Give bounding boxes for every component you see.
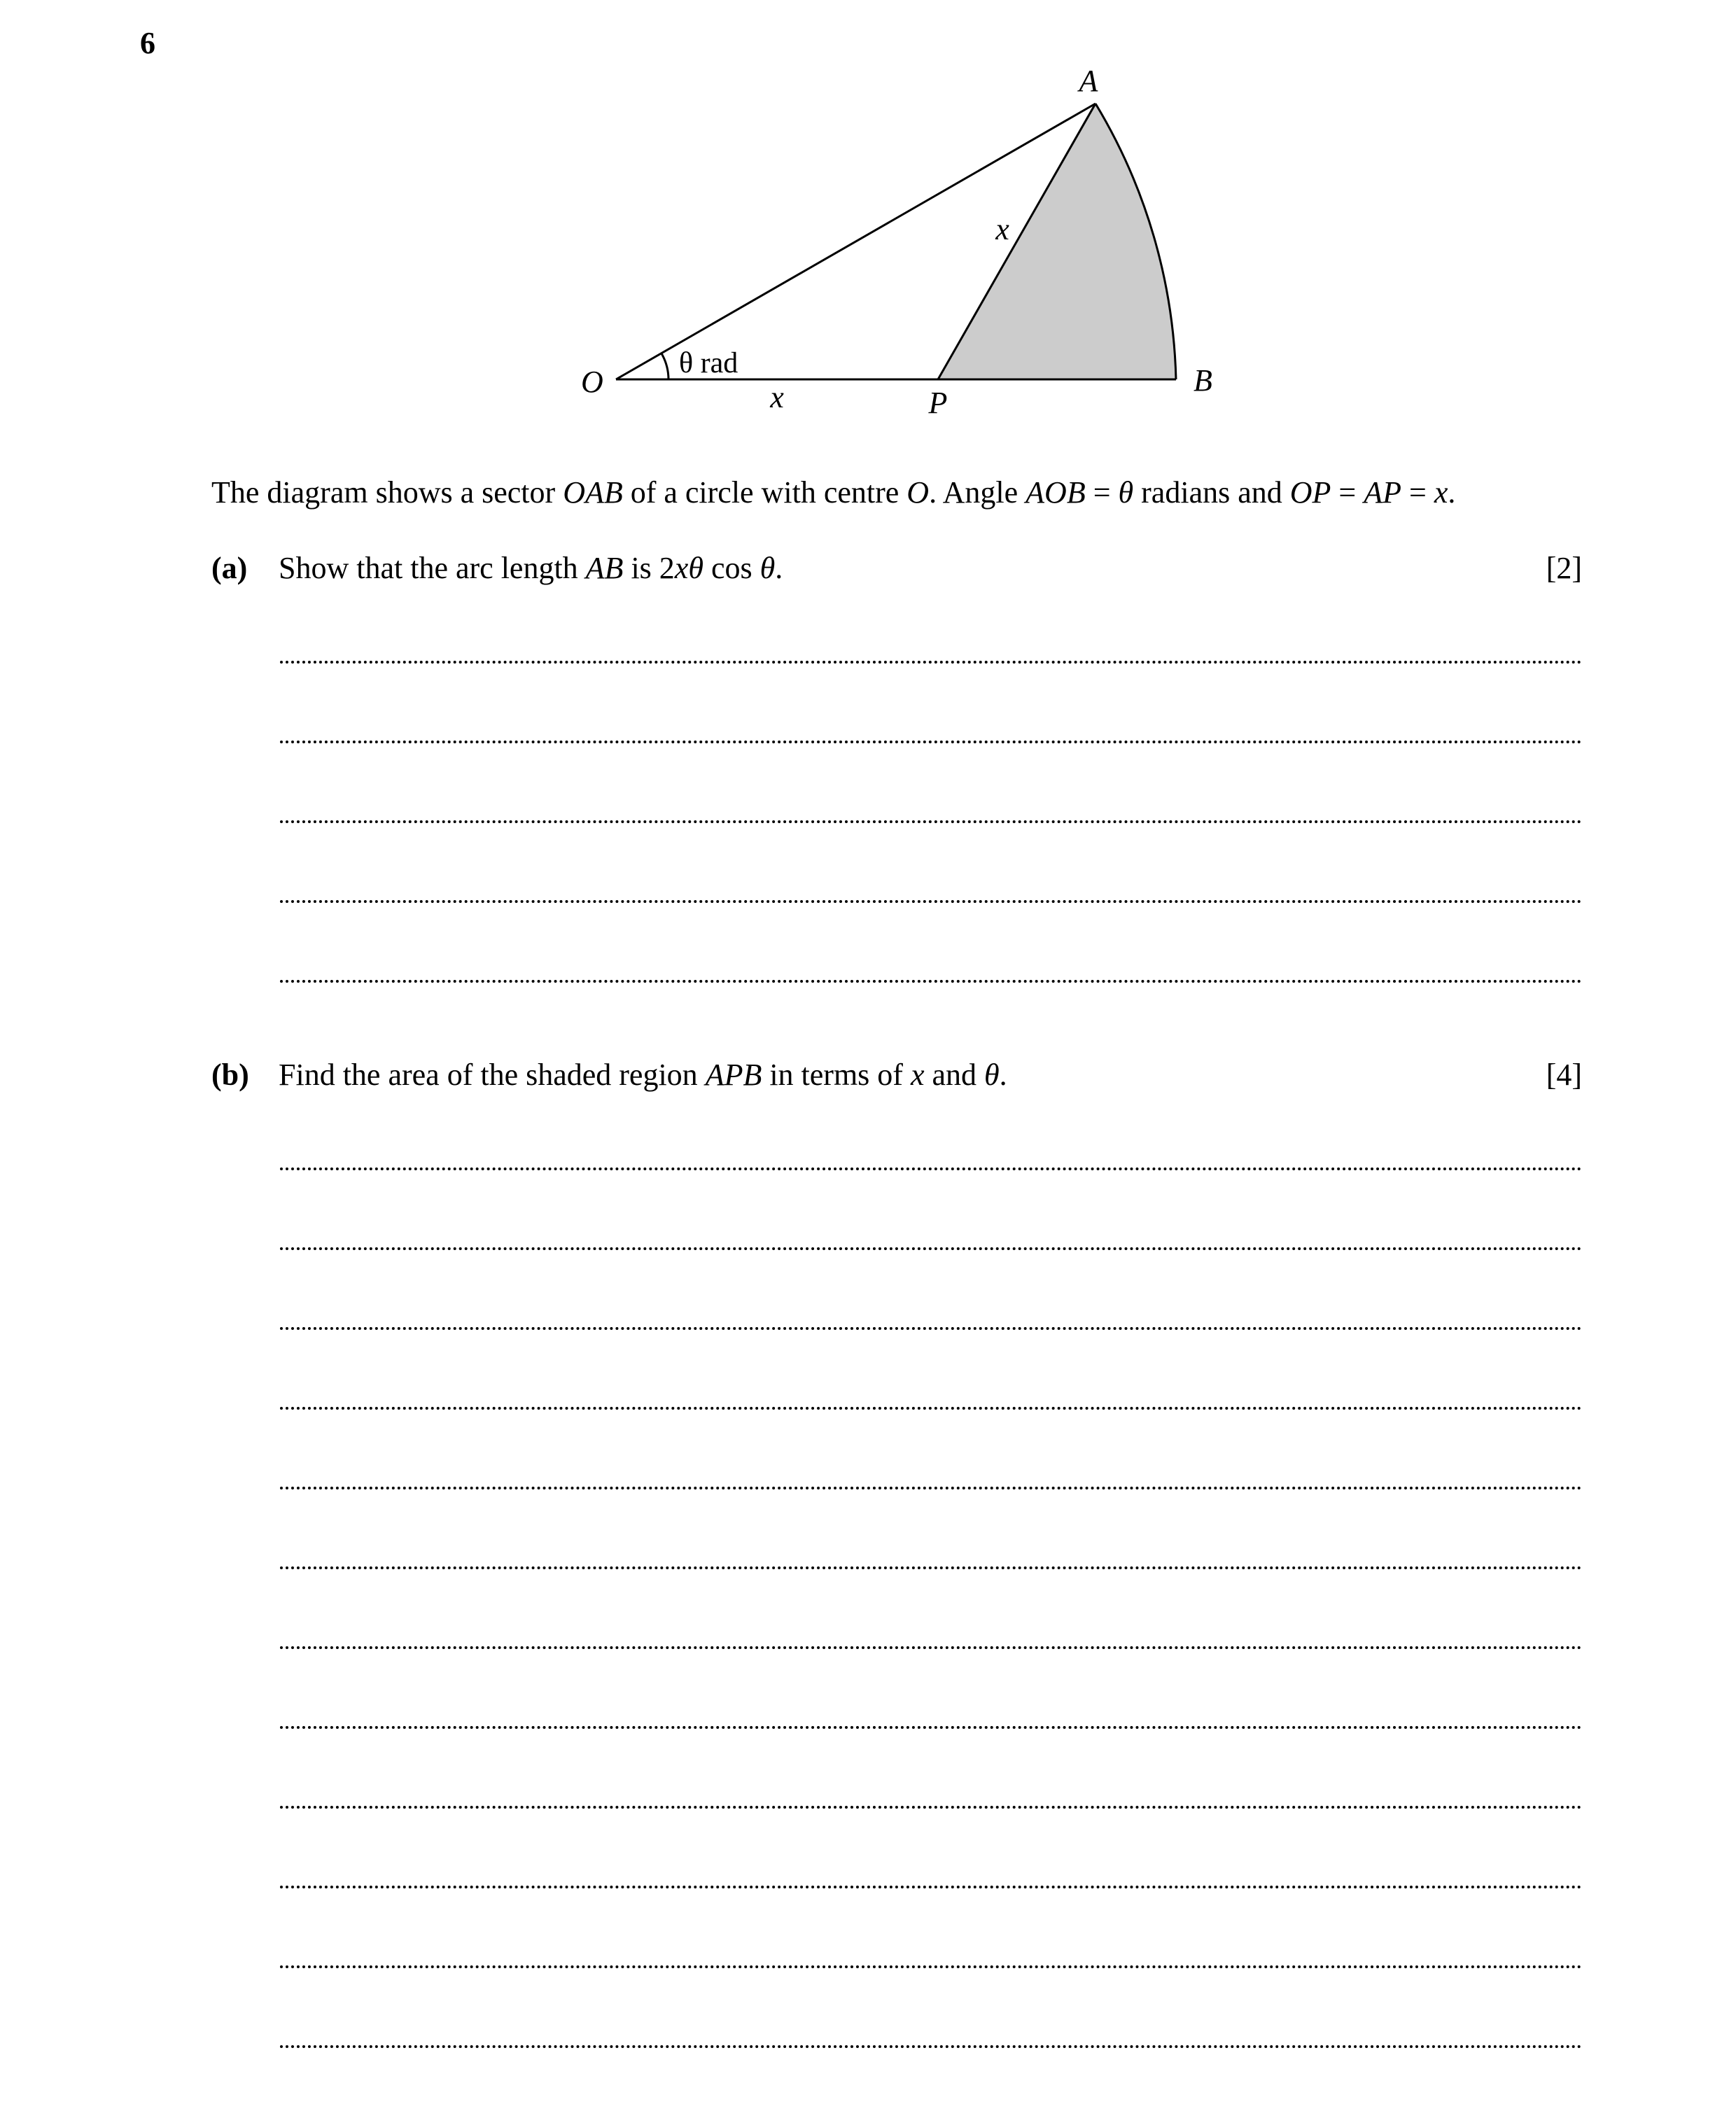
part-b-marks: [4] [1546, 1058, 1582, 1092]
answer-line[interactable] [280, 1407, 1582, 1410]
angle-arc [662, 353, 668, 379]
sector-diagram [0, 0, 1736, 448]
answer-line[interactable] [280, 1167, 1582, 1170]
part-a-label: (a) [211, 551, 248, 585]
label-x-ap: x [995, 212, 1009, 246]
part-a-marks: [2] [1546, 551, 1582, 585]
answer-line[interactable] [280, 1965, 1582, 1968]
answer-line[interactable] [280, 1487, 1582, 1489]
answer-line[interactable] [280, 2045, 1582, 2048]
answer-line[interactable] [280, 1726, 1582, 1729]
answer-line[interactable] [280, 661, 1582, 664]
page-number: 6 [140, 26, 155, 60]
label-x-op: x [770, 380, 784, 414]
part-b-label: (b) [211, 1058, 249, 1092]
answer-line[interactable] [280, 741, 1582, 743]
answer-line[interactable] [280, 1247, 1582, 1250]
answer-line[interactable] [280, 1886, 1582, 1888]
answer-line[interactable] [280, 1646, 1582, 1649]
answer-line[interactable] [280, 900, 1582, 903]
label-o: O [581, 365, 603, 399]
label-a: A [1079, 64, 1098, 98]
shaded-region-apb [938, 104, 1176, 379]
part-b-question: (b) Find the area of the shaded region APB in terms of x and θ. [4] [211, 1058, 1582, 1092]
answer-line[interactable] [280, 820, 1582, 823]
answer-line[interactable] [280, 1327, 1582, 1330]
part-a-question: (a) Show that the arc length AB is 2xθ cos θ. [2] [211, 551, 1582, 585]
label-p: P [928, 386, 948, 420]
answer-line[interactable] [280, 980, 1582, 983]
label-b: B [1194, 363, 1212, 398]
label-angle: θ rad [679, 347, 738, 379]
answer-line[interactable] [280, 1806, 1582, 1809]
question-intro: The diagram shows a sector OAB of a circle with centre O. Angle AOB = θ radians and OP = AP = x. [211, 475, 1456, 510]
answer-line[interactable] [280, 1566, 1582, 1569]
